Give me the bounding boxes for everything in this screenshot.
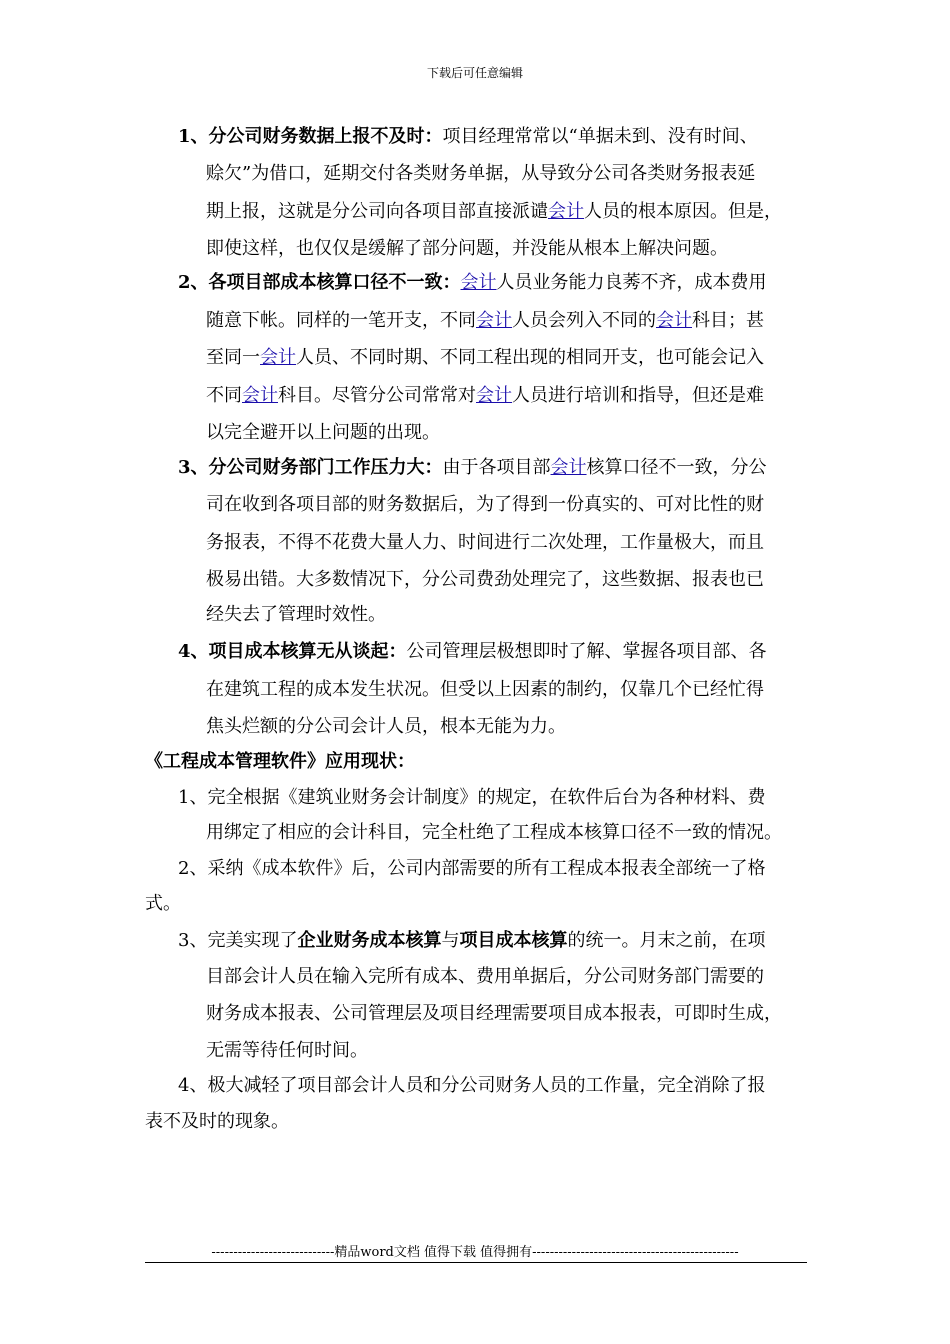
issue-2-line-1 xyxy=(178,272,767,294)
issue-3-line-4 xyxy=(206,569,764,591)
issue-4-line-3 xyxy=(206,716,566,738)
issue-3-title: 分公司财务部门工作压力大： xyxy=(208,457,443,478)
issue-1-text: 赊欠”为借口，延期交付各类财务单据，从导致分公司各类财务报表延 xyxy=(206,163,756,184)
issue-2-text: 以完全避开以上问题的出现。 xyxy=(206,422,440,443)
accounting-link[interactable]: 会计 xyxy=(242,385,278,406)
issue-1-text: 人员的根本原因。但是， xyxy=(584,201,782,222)
issue-2-text: 至同一 xyxy=(206,347,260,368)
accounting-link[interactable]: 会计 xyxy=(476,385,512,406)
app-item-1-line-1: 1、完全根据《建筑业财务会计制度》的规定，在软件后台为各种材料、费 xyxy=(178,787,766,808)
page-header: 下载后可任意编辑 xyxy=(426,66,523,80)
app-item-3-text: 的统一。月末之前，在项 xyxy=(567,930,766,951)
issue-1-line-3 xyxy=(206,201,782,223)
app-item-2-line-2: 式。 xyxy=(145,893,181,914)
issue-1-line-1 xyxy=(178,126,758,148)
issue-4-line-1 xyxy=(178,641,767,663)
issue-2-text: 人员会列入不同的 xyxy=(512,310,656,331)
issue-2-line-5 xyxy=(206,422,440,444)
issue-1-text: 期上报，这就是分公司向各项目部直接派谴 xyxy=(206,201,548,222)
accounting-link[interactable]: 会计 xyxy=(460,272,497,293)
app-item-4-line-1: 4、极大减轻了项目部会计人员和分公司财务人员的工作量，完全消除了报 xyxy=(178,1075,766,1096)
issue-3-line-5 xyxy=(206,604,386,626)
app-item-3-text: 3、完美实现了 xyxy=(178,930,298,951)
accounting-link[interactable]: 会计 xyxy=(548,201,584,222)
issue-2-number: 2、 xyxy=(178,272,209,293)
issue-3-text: 经失去了管理时效性。 xyxy=(206,604,386,625)
issue-2-line-4 xyxy=(206,385,764,407)
page-footer: ----------------------------精品word文档 值得下载 值得拥有----------------------------------------------- xyxy=(211,1245,739,1260)
issue-2-title: 各项目部成本核算口径不一致： xyxy=(208,272,461,293)
issue-4-title: 项目成本核算无从谈起： xyxy=(208,641,407,662)
issue-4-number: 4、 xyxy=(178,641,209,662)
issue-3-text: 由于各项目部 xyxy=(442,457,551,478)
app-item-2-line-1: 2、采纳《成本软件》后，公司内部需要的所有工程成本报表全部统一了格 xyxy=(178,858,766,879)
issue-3-line-3 xyxy=(206,532,764,554)
issue-2-text: 科目。尽管分公司常常对 xyxy=(278,385,476,406)
footer-divider xyxy=(145,1262,807,1263)
issue-2-text: 人员进行培训和指导，但还是难 xyxy=(512,385,764,406)
issue-3-number: 3、 xyxy=(178,457,209,478)
issue-3-line-2 xyxy=(206,494,764,516)
issue-3-text: 务报表，不得不花费大量人力、时间进行二次处理，工作量极大，而且 xyxy=(206,532,764,553)
issue-1-line-4 xyxy=(206,238,728,260)
accounting-link[interactable]: 会计 xyxy=(476,310,512,331)
app-item-3-bold-1: 企业财务成本核算 xyxy=(297,930,442,951)
issue-3-text: 极易出错。大多数情况下，分公司费劲处理完了，这些数据、报表也已 xyxy=(206,569,764,590)
issue-1-number: 1、 xyxy=(178,126,209,147)
issue-1-line-2 xyxy=(206,163,755,185)
accounting-link[interactable]: 会计 xyxy=(550,457,587,478)
issue-4-text: 公司管理层极想即时了解、掌握各项目部、各 xyxy=(406,641,767,662)
app-item-3-line-2: 目部会计人员在输入完所有成本、费用单据后，分公司财务部门需要的 xyxy=(206,966,764,987)
issue-2-line-3 xyxy=(206,347,764,369)
app-item-3-line-1 xyxy=(178,930,765,952)
app-item-3-bold-2: 项目成本核算 xyxy=(459,930,568,951)
app-item-1-line-2: 用绑定了相应的会计科目，完全杜绝了工程成本核算口径不一致的情况。 xyxy=(206,822,782,843)
issue-3-text: 司在收到各项目部的财务数据后，为了得到一份真实的、可对比性的财 xyxy=(206,494,764,515)
issue-1-text: 即使这样，也仅仅是缓解了部分问题，并没能从根本上解决问题。 xyxy=(206,238,728,259)
section-title: 《工程成本管理软件》应用现状： xyxy=(145,751,415,772)
issue-4-text: 在建筑工程的成本发生状况。但受以上因素的制约，仅靠几个已经忙得 xyxy=(206,679,764,700)
issue-2-text: 人员业务能力良莠不齐，成本费用 xyxy=(496,272,767,293)
accounting-link[interactable]: 会计 xyxy=(656,310,692,331)
issue-2-text: 随意下帐。同样的一笔开支，不同 xyxy=(206,310,476,331)
app-item-4-line-2: 表不及时的现象。 xyxy=(145,1111,289,1132)
issue-2-text: 科目；甚 xyxy=(692,310,764,331)
accounting-link[interactable]: 会计 xyxy=(260,347,296,368)
issue-2-text: 人员、不同时期、不同工程出现的相同开支，也可能会记入 xyxy=(296,347,764,368)
issue-2-line-2 xyxy=(206,310,764,332)
issue-1-title: 分公司财务数据上报不及时： xyxy=(208,126,443,147)
issue-4-line-2 xyxy=(206,679,764,701)
app-item-3-line-4: 无需等待任何时间。 xyxy=(206,1040,368,1061)
issue-1-text: 项目经理常常以“单据未到、没有时间、 xyxy=(442,126,758,147)
app-item-3-text: 与 xyxy=(441,930,460,951)
issue-4-text: 焦头烂额的分公司会计人员，根本无能为力。 xyxy=(206,716,566,737)
issue-2-text: 不同 xyxy=(206,385,242,406)
app-item-3-line-3: 财务成本报表、公司管理层及项目经理需要项目成本报表，可即时生成， xyxy=(206,1003,782,1024)
issue-3-line-1 xyxy=(178,457,767,479)
issue-3-text: 核算口径不一致，分公 xyxy=(586,457,767,478)
